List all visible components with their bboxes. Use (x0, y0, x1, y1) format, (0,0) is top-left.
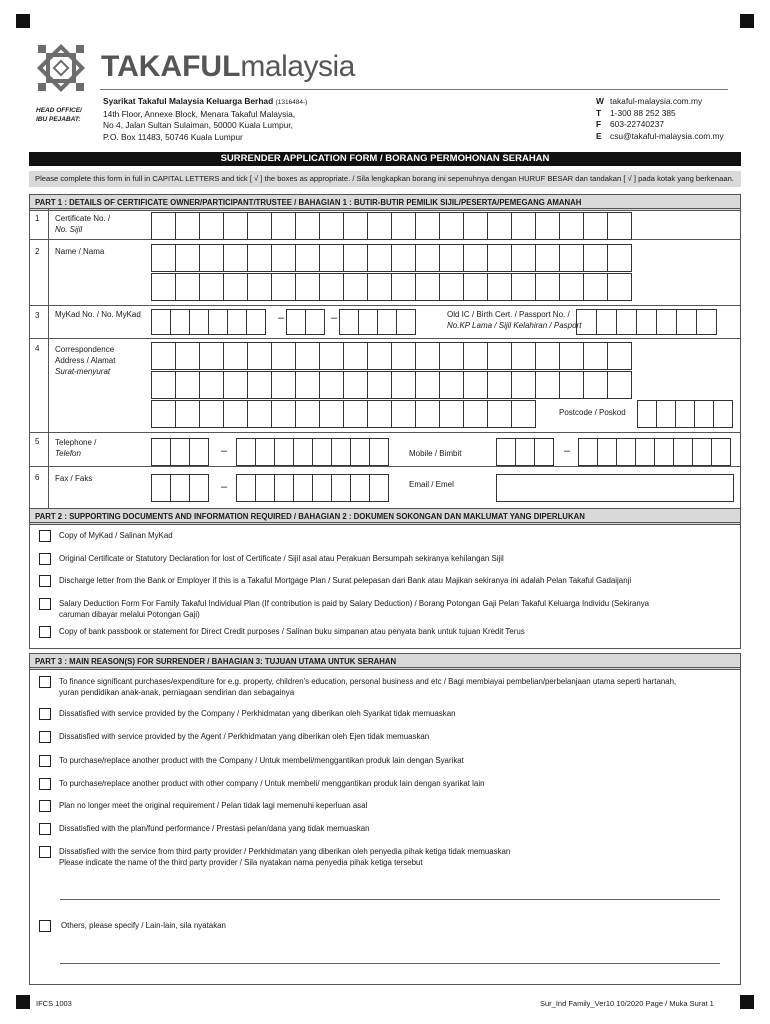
reason-label-4: To purchase/replace another product with the Company / Untuk membeli/menggantikan produk lain dengan Syarikat (59, 756, 464, 765)
char-box[interactable] (293, 474, 313, 502)
char-box[interactable] (175, 342, 200, 370)
char-box[interactable] (236, 474, 256, 502)
mobile-input-number[interactable] (578, 438, 730, 466)
char-box[interactable] (511, 400, 536, 428)
char-box[interactable] (487, 244, 512, 272)
char-box[interactable] (175, 273, 200, 301)
certificate-no-input[interactable] (151, 212, 631, 240)
char-box[interactable] (350, 474, 370, 502)
char-box[interactable] (151, 371, 176, 399)
char-box[interactable] (271, 342, 296, 370)
char-box[interactable] (463, 212, 488, 240)
reason-checkbox-7[interactable] (39, 823, 51, 835)
company-address (103, 96, 307, 143)
header-divider (100, 89, 728, 90)
reason-label-5: To purchase/replace another product with other company / Untuk membeli/ menggantikan produk lain dengan syarikat lain (59, 779, 485, 788)
char-box[interactable] (439, 273, 464, 301)
address-input-line-2[interactable] (151, 371, 631, 399)
char-box[interactable] (597, 438, 617, 466)
reason-checkbox-2[interactable] (39, 708, 51, 720)
char-box[interactable] (439, 212, 464, 240)
char-box[interactable] (391, 342, 416, 370)
char-box[interactable] (654, 438, 674, 466)
char-box[interactable] (189, 438, 209, 466)
char-box[interactable] (391, 273, 416, 301)
char-box[interactable] (676, 309, 697, 335)
field4-number: 4 (35, 344, 40, 353)
char-box[interactable] (189, 309, 209, 335)
char-box[interactable] (487, 371, 512, 399)
telephone-input-area[interactable] (151, 438, 208, 466)
char-box[interactable] (223, 371, 248, 399)
char-box[interactable] (175, 400, 200, 428)
document-label-4: Salary Deduction Form For Family Takaful Individual Plan (If contribution is paid by Salary Deduction) / Borang Potongan Gaji Pelan Takaful Keluarga Individu (Sekiranya caruman dibayar melalui Potongan Gaji) (59, 599, 650, 619)
email-text: csu@takaful-malaysia.com.my (610, 130, 724, 141)
char-box[interactable] (607, 342, 632, 370)
char-box[interactable] (515, 438, 535, 466)
field1-number: 1 (35, 214, 40, 223)
char-box[interactable] (559, 212, 584, 240)
char-box[interactable] (463, 400, 488, 428)
char-box[interactable] (175, 244, 200, 272)
char-box[interactable] (331, 438, 351, 466)
char-box[interactable] (696, 309, 717, 335)
char-box[interactable] (415, 371, 440, 399)
char-box[interactable] (535, 212, 560, 240)
char-box[interactable] (339, 309, 359, 335)
char-box[interactable] (439, 244, 464, 272)
field3-number: 3 (35, 311, 40, 320)
form-code: IFCS 1003 (36, 999, 72, 1008)
char-box[interactable] (271, 371, 296, 399)
char-box[interactable] (607, 273, 632, 301)
char-box[interactable] (247, 342, 272, 370)
char-box[interactable] (511, 273, 536, 301)
mobile-input-prefix[interactable] (496, 438, 553, 466)
char-box[interactable] (295, 273, 320, 301)
char-box[interactable] (319, 342, 344, 370)
others-specify-line[interactable] (60, 963, 720, 964)
char-box[interactable] (367, 273, 392, 301)
char-box[interactable] (295, 244, 320, 272)
char-box[interactable] (415, 400, 440, 428)
char-box[interactable] (439, 342, 464, 370)
char-box[interactable] (343, 212, 368, 240)
char-box[interactable] (583, 273, 608, 301)
char-box[interactable] (305, 309, 325, 335)
char-box[interactable] (576, 309, 597, 335)
char-box[interactable] (343, 371, 368, 399)
char-box[interactable] (255, 438, 275, 466)
phone-text: 1-300 88 252 385 (610, 107, 676, 118)
char-box[interactable] (151, 342, 176, 370)
fax-label: Fax / Faks (55, 474, 93, 483)
char-box[interactable] (271, 273, 296, 301)
char-box[interactable] (607, 212, 632, 240)
char-box[interactable] (396, 309, 416, 335)
char-box[interactable] (274, 438, 294, 466)
reason-label-3: Dissatisfied with service provided by the Agent / Perkhidmatan yang diberikan oleh Ejen tidak memuaskan (59, 732, 430, 741)
document-checkbox-4[interactable] (39, 598, 51, 610)
char-box[interactable] (511, 212, 536, 240)
char-box[interactable] (583, 244, 608, 272)
char-box[interactable] (223, 273, 248, 301)
char-box[interactable] (331, 474, 351, 502)
char-box[interactable] (175, 371, 200, 399)
mobile-label: Mobile / Bimbit (409, 449, 462, 458)
char-box[interactable] (415, 273, 440, 301)
address-label: Correspondence Address / Alamat Surat-menyurat (55, 345, 116, 376)
char-box[interactable] (271, 244, 296, 272)
char-box[interactable] (199, 400, 224, 428)
mykad-input-part-2[interactable] (286, 309, 324, 335)
postcode-input[interactable] (637, 400, 732, 428)
char-box[interactable] (559, 342, 584, 370)
char-box[interactable] (343, 342, 368, 370)
char-box[interactable] (208, 309, 228, 335)
char-box[interactable] (199, 342, 224, 370)
old-ic-input[interactable] (576, 309, 716, 335)
address-line-2: No 4, Jalan Sultan Sulaiman, 50000 Kuala Lumpur, (103, 120, 293, 130)
fax-input-number[interactable] (236, 474, 388, 502)
document-label-3: Discharge letter from the Bank or Employer if this is a Takaful Mortgage Plan / Surat pelepasan dari Bank atau Majikan sekiranya ini adalah Pelan Takaful Gadaijanji (59, 576, 632, 585)
char-box[interactable] (170, 474, 190, 502)
char-box[interactable] (358, 309, 378, 335)
document-checkbox-2[interactable] (39, 553, 51, 565)
char-box[interactable] (343, 400, 368, 428)
char-box[interactable] (439, 400, 464, 428)
postcode-label: Postcode / Poskod (559, 408, 626, 417)
char-box[interactable] (637, 400, 657, 428)
address-input-line-1[interactable] (151, 342, 631, 370)
char-box[interactable] (199, 212, 224, 240)
char-box[interactable] (247, 400, 272, 428)
char-box[interactable] (711, 438, 731, 466)
website-text: takaful-malaysia.com.my (610, 96, 703, 106)
registration-mark-top-left (16, 14, 30, 28)
char-box[interactable] (350, 438, 370, 466)
fax-input-area[interactable] (151, 474, 208, 502)
form-instructions: Please complete this form in full in CAPITAL LETTERS and tick [ √ ] the boxes as appropriate. / Sila lengkapkan borang ini sepenuhnya dengan HURUF BESAR dan tandakan [ √ ] pada kotak yang berkenaan. (29, 171, 741, 187)
contact-block: W takaful-malaysia.com.my T 1-300 88 252 385 F 603-22740237 E csu@takaful-malaysia.com.my (596, 96, 724, 141)
char-box[interactable] (391, 244, 416, 272)
char-box[interactable] (367, 212, 392, 240)
char-box[interactable] (295, 212, 320, 240)
char-box[interactable] (607, 244, 632, 272)
char-box[interactable] (369, 474, 389, 502)
registration-mark-top-right (740, 14, 754, 28)
name-label: Name / Nama (55, 247, 105, 256)
char-box[interactable] (170, 438, 190, 466)
registration-mark-bottom-left (16, 995, 30, 1009)
char-box[interactable] (151, 400, 176, 428)
reason-checkbox-4[interactable] (39, 755, 51, 767)
char-box[interactable] (295, 400, 320, 428)
char-box[interactable] (578, 438, 598, 466)
char-box[interactable] (286, 309, 306, 335)
char-box[interactable] (343, 273, 368, 301)
field6-number: 6 (35, 473, 40, 482)
company-reg-no: (1316484-) (275, 99, 308, 106)
char-box[interactable] (319, 273, 344, 301)
char-box[interactable] (199, 371, 224, 399)
char-box[interactable] (151, 474, 171, 502)
char-box[interactable] (367, 342, 392, 370)
char-box[interactable] (223, 244, 248, 272)
char-box[interactable] (199, 273, 224, 301)
reason-label-7: Dissatisfied with the plan/fund performance / Prestasi pelan/dana yang tidak memuaskan (59, 824, 370, 833)
char-box[interactable] (496, 438, 516, 466)
mykad-input-part-1[interactable] (151, 309, 265, 335)
char-box[interactable] (369, 438, 389, 466)
address-line-3: P.O. Box 11483, 50746 Kuala Lumpur (103, 131, 243, 142)
char-box[interactable] (247, 273, 272, 301)
char-box[interactable] (636, 309, 657, 335)
char-box[interactable] (656, 309, 677, 335)
char-box[interactable] (223, 212, 248, 240)
char-box[interactable] (274, 474, 294, 502)
char-box[interactable] (343, 244, 368, 272)
char-box[interactable] (293, 438, 313, 466)
reason-label-6: Plan no longer meet the original requirement / Pelan tidak lagi memenuhi keperluan asal (59, 801, 368, 810)
char-box[interactable] (415, 244, 440, 272)
mykad-label: MyKad No. / No. MyKad (55, 310, 141, 319)
char-box[interactable] (583, 342, 608, 370)
char-box[interactable] (312, 438, 332, 466)
char-box[interactable] (247, 371, 272, 399)
document-label-1: Copy of MyKad / Salinan MyKad (59, 531, 173, 540)
char-box[interactable] (694, 400, 714, 428)
form-title: SURRENDER APPLICATION FORM / BORANG PERMOHONAN SERAHAN (29, 152, 741, 166)
char-box[interactable] (439, 371, 464, 399)
address-line-1: 14th Floor, Annexe Block, Menara Takaful Malaysia, (103, 108, 296, 119)
document-checkbox-1[interactable] (39, 530, 51, 542)
char-box[interactable] (189, 474, 209, 502)
char-box[interactable] (367, 400, 392, 428)
reason-checkbox-1[interactable] (39, 676, 51, 688)
document-checkbox-5[interactable] (39, 626, 51, 638)
char-box[interactable] (713, 400, 733, 428)
char-box[interactable] (271, 212, 296, 240)
char-box[interactable] (151, 273, 176, 301)
char-box[interactable] (151, 244, 176, 272)
char-box[interactable] (391, 212, 416, 240)
char-box[interactable] (255, 474, 275, 502)
char-box[interactable] (635, 438, 655, 466)
char-box[interactable] (535, 342, 560, 370)
part3-header: PART 3 : MAIN REASON(S) FOR SURRENDER / BAHAGIAN 3: TUJUAN UTAMA UNTUK SERAHAN (29, 653, 741, 670)
char-box[interactable] (223, 400, 248, 428)
char-box[interactable] (377, 309, 397, 335)
char-box[interactable] (607, 371, 632, 399)
telephone-label: Telephone / Telefon (55, 438, 97, 458)
char-box[interactable] (151, 212, 176, 240)
char-box[interactable] (151, 438, 171, 466)
char-box[interactable] (511, 244, 536, 272)
char-box[interactable] (151, 309, 171, 335)
reason-others-checkbox[interactable] (39, 920, 51, 932)
char-box[interactable] (295, 342, 320, 370)
char-box[interactable] (511, 342, 536, 370)
char-box[interactable] (559, 273, 584, 301)
char-box[interactable] (247, 212, 272, 240)
reason-label-2: Dissatisfied with service provided by the Company / Perkhidmatan yang diberikan oleh Syarikat tidak memuaskan (59, 709, 456, 718)
char-box[interactable] (616, 309, 637, 335)
char-box[interactable] (535, 371, 560, 399)
char-box[interactable] (583, 212, 608, 240)
char-box[interactable] (247, 244, 272, 272)
char-box[interactable] (596, 309, 617, 335)
char-box[interactable] (656, 400, 676, 428)
char-box[interactable] (175, 212, 200, 240)
char-box[interactable] (487, 342, 512, 370)
char-box[interactable] (319, 244, 344, 272)
char-box[interactable] (535, 244, 560, 272)
part1-header: PART 1 : DETAILS OF CERTIFICATE OWNER/PARTICIPANT/TRUSTEE / BAHAGIAN 1 : BUTIR-BUTIR PEMILIK SIJIL/PESERTA/PEMEGANG AMANAH (29, 194, 741, 211)
char-box[interactable] (487, 273, 512, 301)
name-input-line-2[interactable] (151, 273, 631, 301)
reason-checkbox-3[interactable] (39, 731, 51, 743)
registration-mark-bottom-right (740, 995, 754, 1009)
char-box[interactable] (511, 371, 536, 399)
char-box[interactable] (319, 212, 344, 240)
char-box[interactable] (559, 371, 584, 399)
email-input[interactable] (496, 474, 734, 502)
telephone-input-number[interactable] (236, 438, 388, 466)
char-box[interactable] (391, 400, 416, 428)
document-label-2: Original Certificate or Statutory Declaration for lost of Certificate / Sijil asal atau Perakuan Bersumpah sekiranya kehilangan Sijil (59, 554, 504, 563)
char-box[interactable] (559, 244, 584, 272)
reason-label-1: To finance significant purchases/expenditure for e.g. property, children's education, personal business and etc / Bagi membiayai pembelian/perbelanjaan utama seperti hartanah, yuran pendidikan anak-anak, perniagaan sendirian dan sebagainya (59, 677, 677, 697)
field2-number: 2 (35, 247, 40, 256)
char-box[interactable] (534, 438, 554, 466)
char-box[interactable] (673, 438, 693, 466)
email-label: Email / Emel (409, 480, 454, 489)
reason-others-label: Others, please specify / Lain-lain, sila nyatakan (61, 921, 226, 930)
char-box[interactable] (295, 371, 320, 399)
char-box[interactable] (319, 371, 344, 399)
head-office-label: HEAD OFFICE/ IBU PEJABAT: (36, 107, 82, 123)
char-box[interactable] (583, 371, 608, 399)
char-box[interactable] (487, 400, 512, 428)
name-input-line-1[interactable] (151, 244, 631, 272)
char-box[interactable] (223, 342, 248, 370)
reason-checkbox-8[interactable] (39, 846, 51, 858)
fax-text: 603-22740237 (610, 119, 665, 129)
document-label-5: Copy of bank passbook or statement for Direct Credit purposes / Salinan buku simpanan atau penyata bank untuk tujuan Kredit Terus (59, 627, 525, 636)
mykad-input-part-3[interactable] (339, 309, 415, 335)
char-box[interactable] (319, 400, 344, 428)
char-box[interactable] (367, 244, 392, 272)
char-box[interactable] (463, 371, 488, 399)
char-box[interactable] (199, 244, 224, 272)
old-ic-label: Old IC / Birth Cert. / Passport No. / No.KP Lama / Sijil Kelahiran / Pasport (447, 310, 582, 330)
address-input-line-3[interactable] (151, 400, 535, 428)
char-box[interactable] (312, 474, 332, 502)
char-box[interactable] (463, 244, 488, 272)
char-box[interactable] (271, 400, 296, 428)
third-party-name-line[interactable] (60, 899, 720, 900)
company-name: Syarikat Takaful Malaysia Keluarga Berhad (103, 96, 274, 106)
takaful-logo-icon (36, 43, 86, 93)
char-box[interactable] (487, 212, 512, 240)
char-box[interactable] (367, 371, 392, 399)
char-box[interactable] (170, 309, 190, 335)
part2-header: PART 2 : SUPPORTING DOCUMENTS AND INFORMATION REQUIRED / BAHAGIAN 2 : DOKUMEN SOKONGAN DAN MAKLUMAT YANG DIPERLUKAN (29, 508, 741, 525)
logo-wordmark (101, 52, 355, 82)
char-box[interactable] (463, 342, 488, 370)
logo-bold-text: TAKAFUL (101, 50, 241, 83)
char-box[interactable] (391, 371, 416, 399)
reason-checkbox-6[interactable] (39, 800, 51, 812)
char-box[interactable] (246, 309, 266, 335)
reason-checkbox-5[interactable] (39, 778, 51, 790)
certificate-no-label: Certificate No. / No. Sijil (55, 214, 111, 234)
reason-label-8: Dissatisfied with the service from third party provider / Perkhidmatan yang diberikan oleh penyedia pihak ketiga tidak memuaskan Please indicate the name of the third party provider / Sila nyatakan nama penyedia pihak ketiga tersebut (59, 847, 511, 867)
char-box[interactable] (463, 273, 488, 301)
char-box[interactable] (616, 438, 636, 466)
logo-light-text: malaysia (240, 50, 355, 83)
char-box[interactable] (415, 212, 440, 240)
char-box[interactable] (692, 438, 712, 466)
char-box[interactable] (227, 309, 247, 335)
field5-number: 5 (35, 437, 40, 446)
document-checkbox-3[interactable] (39, 575, 51, 587)
char-box[interactable] (236, 438, 256, 466)
form-version: Sur_Ind Family_Ver10 10/2020 Page / Muka Surat 1 (540, 999, 714, 1008)
char-box[interactable] (535, 273, 560, 301)
char-box[interactable] (415, 342, 440, 370)
char-box[interactable] (675, 400, 695, 428)
